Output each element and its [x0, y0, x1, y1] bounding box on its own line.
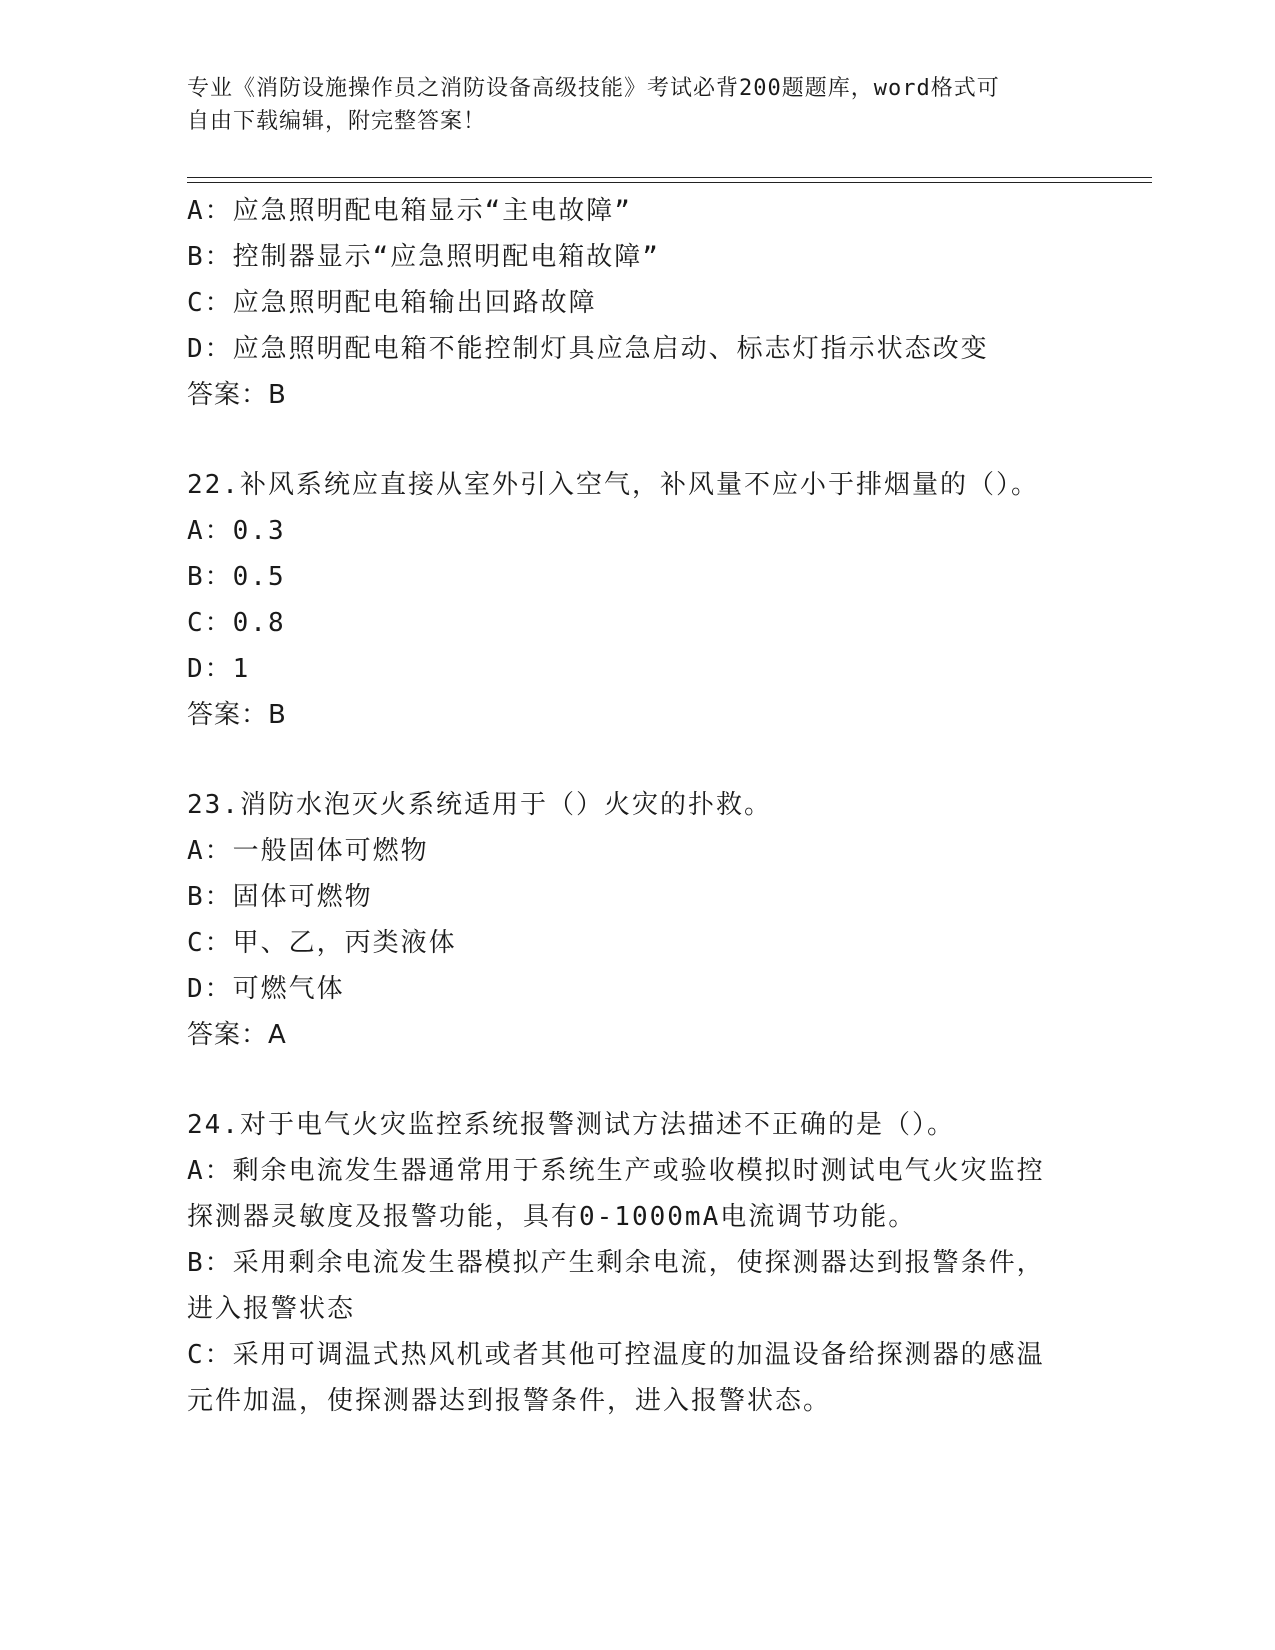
option-d: D：1	[187, 654, 251, 684]
option-d: D：应急照明配电箱不能控制灯具应急启动、标志灯指示状态改变	[187, 334, 989, 364]
question-stem: 22.补风系统应直接从室外引入空气，补风量不应小于排烟量的（）。	[187, 470, 1039, 500]
option-b	[187, 1240, 1087, 1332]
option-a: A：0.3	[187, 516, 286, 546]
answer-line: 答案：B	[187, 700, 287, 730]
option-c-line-1: C：采用可调温式热风机或者其他可控温度的加温设备给探测器的感温	[187, 1340, 1045, 1370]
question-24	[187, 1102, 1087, 1424]
header-line-1: 专业《消防设施操作员之消防设备高级技能》考试必背200题题库，word格式可	[187, 76, 1000, 101]
document-header	[187, 72, 1067, 138]
option-c	[187, 1332, 1087, 1424]
question-stem: 23.消防水泡灭火系统适用于（）火灾的扑救。	[187, 790, 772, 820]
option-a: A：应急照明配电箱显示“主电故障”	[187, 196, 632, 226]
option-b-line-2: 进入报警状态	[187, 1294, 356, 1324]
option-b: B：0.5	[187, 562, 286, 592]
option-a-line-2: 探测器灵敏度及报警功能，具有0-1000mA电流调节功能。	[187, 1202, 917, 1232]
option-a-line-1: A：剩余电流发生器通常用于系统生产或验收模拟时测试电气火灾监控	[187, 1156, 1045, 1186]
option-c: C：应急照明配电箱输出回路故障	[187, 288, 597, 318]
option-b: B：固体可燃物	[187, 882, 373, 912]
option-d: D：可燃气体	[187, 974, 345, 1004]
question-23	[187, 782, 1087, 1058]
document-body	[187, 188, 1087, 1424]
option-b: B：控制器显示“应急照明配电箱故障”	[187, 242, 660, 272]
option-b-line-1: B：采用剩余电流发生器模拟产生剩余电流，使探测器达到报警条件，	[187, 1248, 1045, 1278]
header-divider-bottom	[187, 182, 1152, 183]
answer-line: 答案：A	[187, 1020, 287, 1050]
option-c: C：0.8	[187, 608, 286, 638]
option-c-line-2: 元件加温，使探测器达到报警条件，进入报警状态。	[187, 1386, 832, 1416]
answer-line: 答案：B	[187, 380, 287, 410]
header-divider-top	[187, 177, 1152, 178]
question-21-continued	[187, 188, 1087, 418]
option-a: A：一般固体可燃物	[187, 836, 429, 866]
option-a	[187, 1148, 1087, 1240]
question-22	[187, 462, 1087, 738]
question-stem: 24.对于电气火灾监控系统报警测试方法描述不正确的是（）。	[187, 1110, 955, 1140]
header-line-2: 自由下载编辑，附完整答案！	[187, 109, 487, 134]
option-c: C：甲、乙，丙类液体	[187, 928, 457, 958]
